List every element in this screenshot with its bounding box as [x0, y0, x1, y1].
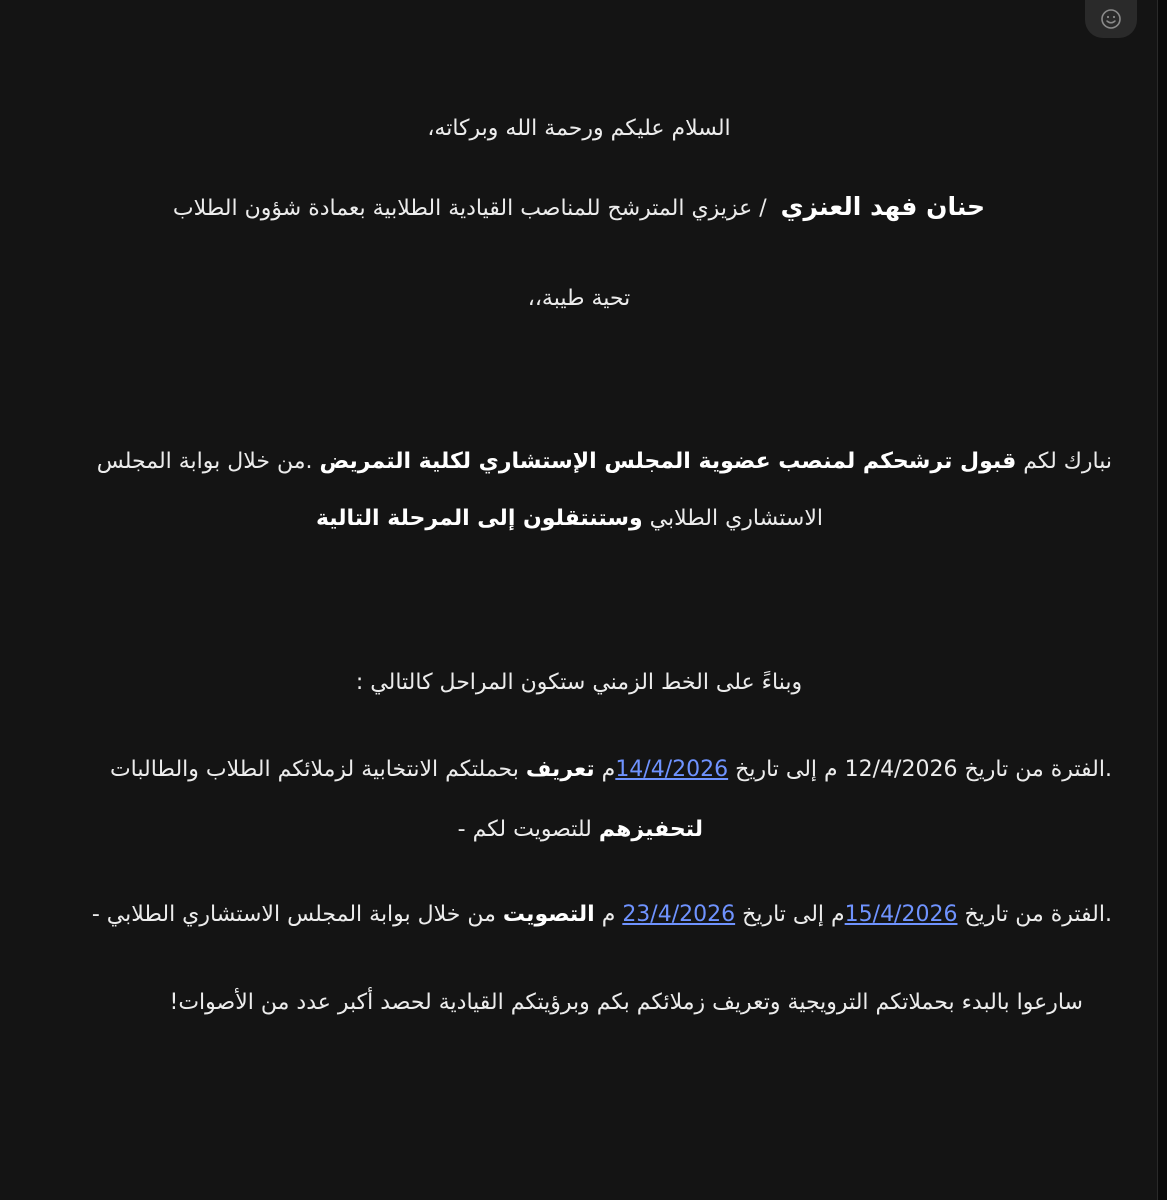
phase1-bold-introduce: تعريف — [525, 757, 595, 782]
salutation-line — [0, 284, 1158, 314]
congrats-bold-next-stage: وستنتقلون إلى المرحلة التالية — [315, 506, 643, 531]
phase2-text-d: من خلال بوابة المجلس الاستشاري الطلابي - — [91, 902, 503, 927]
recipient-title: عزيزي المترشح للمناصب القيادية الطلابية بعمادة شؤون الطلاب — [172, 196, 753, 221]
phase2-text-b: م إلى تاريخ — [735, 902, 845, 927]
congrats-line-1 — [97, 447, 1112, 477]
smiley-face-icon — [1100, 8, 1122, 30]
closing-line — [170, 988, 1083, 1018]
closing-text: سارعوا بالبدء بحملاتكم الترويجية وتعريف زملائكم بكم وبرؤيتكم القيادية لحصد أكبر عدد من الأصوات! — [169, 990, 1083, 1015]
timeline-intro-text: وبناءً على الخط الزمني ستكون المراحل كالتالي : — [355, 670, 803, 695]
phase2-text-a: .الفترة من تاريخ — [957, 902, 1112, 927]
recipient-name: حنان فهد العنزي — [780, 192, 986, 221]
emoji-button[interactable] — [1085, 0, 1137, 38]
phase1-line2-text: للتصويت لكم - — [457, 817, 599, 842]
phase2-text-c: م — [594, 902, 623, 927]
phase1-text-c: بحملتكم الانتخابية لزملائكم الطلاب والطالبات — [109, 757, 526, 782]
congrats-bold-acceptance: قبول ترشحكم لمنصب عضوية المجلس الإستشاري لكلية التمريض — [319, 449, 1017, 474]
greeting-text: السلام عليكم ورحمة الله وبركاته، — [427, 116, 731, 141]
congrats-text-a: نبارك لكم — [1016, 449, 1112, 474]
recipient-line — [0, 192, 1158, 224]
greeting-line — [0, 114, 1158, 144]
phase1-end-date-link[interactable]: 14/4/2026 — [615, 757, 729, 782]
congrats-text-2a: الاستشاري الطلابي — [642, 506, 823, 531]
salutation-text: تحية طيبة،، — [527, 286, 631, 311]
phase2-start-date-link[interactable]: 15/4/2026 — [844, 902, 958, 927]
recipient-separator: / — [759, 196, 767, 221]
phase2-bold-voting: التصويت — [502, 902, 595, 927]
phase1-bold-motivate: لتحفيزهم — [598, 817, 703, 842]
phase1-line-2 — [458, 815, 703, 845]
phase2-line — [92, 900, 1112, 930]
phase1-text-a: .الفترة من تاريخ 12/4/2026 م إلى تاريخ — [728, 757, 1112, 782]
window-edge — [1157, 0, 1167, 1200]
congrats-line-2 — [316, 504, 823, 534]
phase1-text-b: م — [594, 757, 616, 782]
phase1-line-1 — [110, 755, 1112, 785]
congrats-text-c: .من خلال بوابة المجلس — [96, 449, 313, 474]
timeline-intro-line — [0, 668, 1158, 698]
phase2-end-date-link[interactable]: 23/4/2026 — [622, 902, 736, 927]
